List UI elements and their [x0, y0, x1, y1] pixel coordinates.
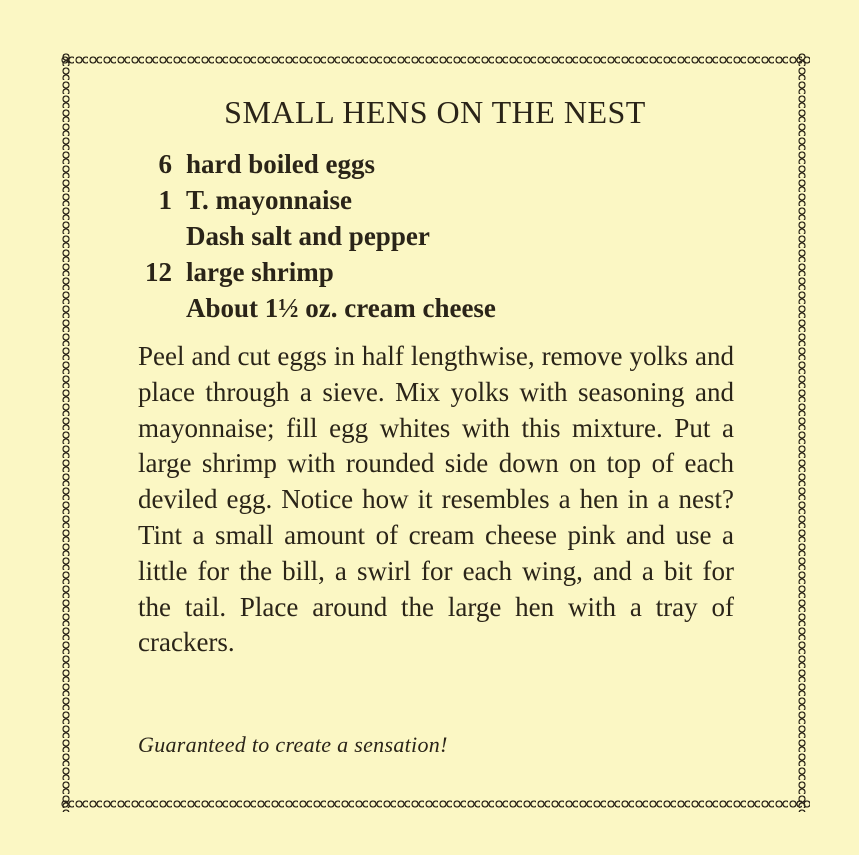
ingredient-text: hard boiled eggs	[186, 148, 376, 179]
ingredient-text: About 1½ oz. cream cheese	[186, 292, 496, 323]
ingredient-text: T. mayonnaise	[186, 184, 353, 215]
ingredient-list	[140, 146, 496, 326]
recipe-title: SMALL HENS ON THE NEST	[224, 94, 646, 130]
decorative-border-top	[60, 52, 810, 68]
recipe-closing-note: Guaranteed to create a sensation!	[138, 732, 448, 757]
ingredient-quantity: 12	[145, 256, 172, 287]
ingredient-quantity: 1	[158, 184, 172, 215]
decorative-border-left	[58, 52, 74, 812]
recipe-directions: Peel and cut eggs in half lengthwise, remove yolks and place through a sieve. Mix yolks with seasoning and mayonnaise; fill egg whites with this mixture. Put a large shrimp with rounded side down on top of each deviled egg. Notice how it resembles a hen in a nest? Tint a small amount of cream cheese pink and use a little for the bill, a swirl for each wing, and a bit for the tail. Place around the large hen with a tray of crackers.	[138, 341, 734, 658]
ingredient-item	[140, 146, 496, 182]
ingredient-text: Dash salt and pepper	[186, 220, 430, 251]
ingredient-item	[140, 182, 496, 218]
decorative-border-right	[794, 52, 810, 812]
ingredient-text: large shrimp	[186, 256, 334, 287]
ingredient-quantity: 6	[158, 148, 172, 179]
ingredient-item	[140, 218, 496, 254]
ingredient-item	[140, 290, 496, 326]
ingredient-item	[140, 254, 496, 290]
decorative-border-bottom	[60, 796, 810, 812]
